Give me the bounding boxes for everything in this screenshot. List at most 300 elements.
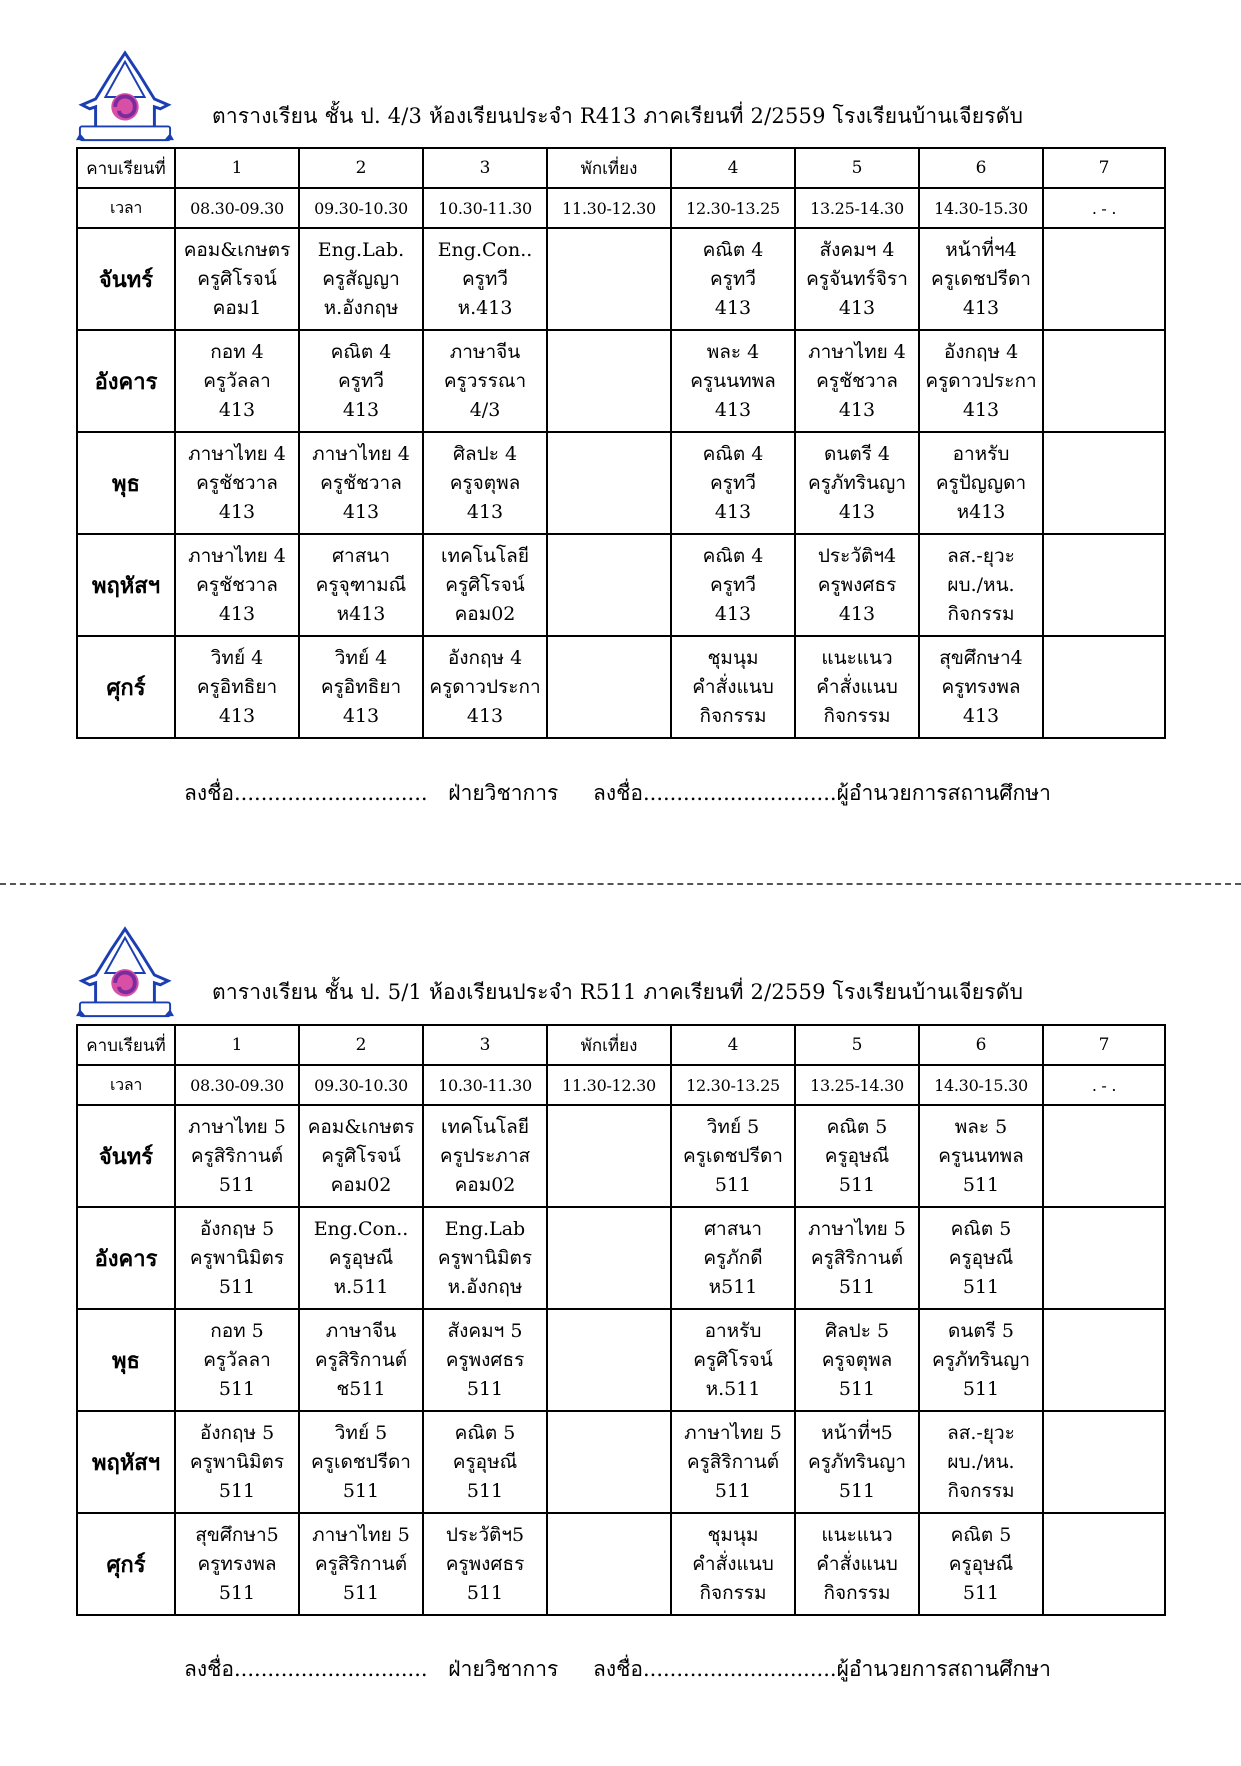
class-teacher: ครูศิโรจน์ (321, 1144, 401, 1167)
header-cell: คาบเรียนที่ (77, 148, 175, 188)
header-cell: 4 (671, 148, 795, 188)
class-teacher: คำสั่งแนบ (816, 675, 898, 698)
class-cell (1043, 432, 1165, 534)
header-cell: 2 (299, 148, 423, 188)
class-subject: ภาษาไทย 4 (188, 442, 286, 465)
class-cell (547, 1105, 671, 1207)
class-cell (423, 534, 547, 636)
class-room: กิจกรรม (823, 704, 891, 727)
class-teacher: ครูชัชวาล (320, 471, 402, 494)
class-cell (423, 1513, 547, 1615)
signature-field: ลงชื่อ............................. (592, 781, 837, 805)
class-teacher: ครูทรงพล (941, 675, 1021, 698)
class-subject: สุขศึกษา4 (939, 646, 1023, 669)
class-room: ห.อังกฤษ (323, 296, 399, 319)
class-subject: คณิต 4 (702, 544, 764, 567)
class-teacher: ครูวัลลา (203, 369, 271, 392)
class-subject: ดนตรี 5 (948, 1319, 1014, 1342)
class-teacher: คำสั่งแนบ (692, 1552, 774, 1575)
class-cell (1043, 534, 1165, 636)
class-teacher: คำสั่งแนบ (692, 675, 774, 698)
day-row (77, 1207, 1165, 1309)
class-subject: คณิต 4 (330, 340, 392, 363)
day-rows (77, 228, 1165, 738)
timetable (76, 1024, 1166, 1616)
class-room: ห.511 (333, 1275, 389, 1298)
header-cell: 5 (795, 148, 919, 188)
class-room: คอม02 (454, 1173, 516, 1196)
class-cell (299, 1411, 423, 1513)
time-row (77, 188, 1165, 228)
class-room: 413 (714, 602, 752, 625)
class-subject: ภาษาจีน (449, 340, 521, 363)
class-cell (1043, 330, 1165, 432)
class-cell (795, 1309, 919, 1411)
class-subject: ภาษาไทย 5 (808, 1217, 906, 1240)
class-teacher: ครูเดชปรีดา (311, 1450, 411, 1473)
class-room: 511 (714, 1479, 752, 1502)
class-cell (795, 1207, 919, 1309)
class-cell (423, 1105, 547, 1207)
class-subject: อาหรับ (952, 442, 1010, 465)
class-subject: ภาษาไทย 4 (312, 442, 410, 465)
header-cell: 6 (919, 148, 1043, 188)
time-cell: 11.30-12.30 (547, 1065, 671, 1105)
class-cell (299, 432, 423, 534)
class-teacher: ครูพงศธร (445, 1348, 525, 1371)
class-cell (795, 1513, 919, 1615)
day-row (77, 1105, 1165, 1207)
class-teacher: ครูพงศธร (817, 573, 897, 596)
header-cell: พักเที่ยง (547, 148, 671, 188)
class-subject: คณิต 5 (826, 1115, 888, 1138)
signature-role: ผู้อำนวยการสถานศึกษา (836, 781, 1051, 805)
header-cell: 7 (1043, 1025, 1165, 1065)
time-cell: 08.30-09.30 (175, 188, 299, 228)
signature-line (184, 777, 1051, 810)
day-name: พุธ (77, 432, 175, 534)
class-teacher: ครูเดชปรีดา (683, 1144, 783, 1167)
signature-line (184, 1653, 1051, 1686)
class-subject: อังกฤษ 4 (447, 646, 523, 669)
class-teacher: ครูทวี (709, 573, 757, 596)
class-cell (671, 636, 795, 738)
class-cell (299, 534, 423, 636)
class-room: 413 (838, 398, 876, 421)
school-logo-icon (76, 50, 174, 148)
class-subject: ศิลปะ 5 (824, 1319, 890, 1342)
class-room: ห.อังกฤษ (447, 1275, 523, 1298)
time-cell: 10.30-11.30 (423, 1065, 547, 1105)
class-subject: คณิต 5 (454, 1421, 516, 1444)
class-cell (919, 1207, 1043, 1309)
class-subject: ภาษาจีน (325, 1319, 397, 1342)
class-teacher: ครูศิโรจน์ (445, 573, 525, 596)
signature-field: ลงชื่อ............................. (184, 1657, 428, 1681)
schedule-title: ตารางเรียน ชั้น ป. 4/3 ห้องเรียนประจำ R413 ภาคเรียนที่ 2/2559 โรงเรียนบ้านเจียรดับ (212, 104, 1024, 128)
time-cell: 12.30-13.25 (671, 1065, 795, 1105)
cut-line-divider (0, 883, 1241, 885)
class-teacher: ครูอุษณี (452, 1450, 518, 1473)
class-subject: คณิต 4 (702, 238, 764, 261)
class-subject: คอม&เกษตร (307, 1115, 415, 1138)
class-subject: ภาษาไทย 5 (312, 1523, 410, 1546)
timetable (76, 147, 1166, 739)
class-subject: อังกฤษ 5 (199, 1421, 275, 1444)
school-logo-icon (76, 926, 174, 1024)
class-subject: สุขศึกษา5 (195, 1523, 279, 1546)
header-cell: 7 (1043, 148, 1165, 188)
class-room: 511 (962, 1275, 1000, 1298)
class-subject: Eng.Lab. (317, 238, 405, 261)
class-room: 413 (838, 296, 876, 319)
class-cell (547, 1309, 671, 1411)
class-cell (547, 432, 671, 534)
header-cell: 1 (175, 1025, 299, 1065)
class-cell (919, 432, 1043, 534)
class-cell (175, 330, 299, 432)
class-subject: ศาสนา (332, 544, 390, 567)
class-cell (919, 1105, 1043, 1207)
class-room: 511 (714, 1173, 752, 1196)
class-teacher: ครูอุษณี (948, 1246, 1014, 1269)
class-subject: เทคโนโลยี (441, 1115, 529, 1138)
class-teacher: ครูปัญญดา (935, 471, 1027, 494)
class-room: 413 (342, 704, 380, 727)
day-row (77, 228, 1165, 330)
class-teacher: ครูเดชปรีดา (931, 267, 1031, 290)
class-cell (547, 636, 671, 738)
class-cell (175, 1309, 299, 1411)
day-row (77, 534, 1165, 636)
class-cell (1043, 1105, 1165, 1207)
class-teacher: ครูศิโรจน์ (693, 1348, 773, 1371)
day-row (77, 330, 1165, 432)
class-subject: ภาษาไทย 4 (188, 544, 286, 567)
class-cell (547, 330, 671, 432)
class-room: 511 (466, 1479, 504, 1502)
class-cell (671, 1105, 795, 1207)
class-room: 413 (838, 500, 876, 523)
class-cell (795, 1105, 919, 1207)
class-cell (1043, 1513, 1165, 1615)
day-name: พฤหัสฯ (77, 534, 175, 636)
class-teacher: ครูจตุพล (821, 1348, 893, 1371)
class-room: กิจกรรม (947, 1479, 1015, 1502)
class-room: กิจกรรม (699, 1581, 767, 1604)
class-teacher: ครูชัชวาล (196, 471, 278, 494)
class-room: 511 (838, 1275, 876, 1298)
class-room: 413 (342, 500, 380, 523)
class-subject: แนะแนว (821, 1523, 893, 1546)
time-cell: เวลา (77, 1065, 175, 1105)
class-cell (795, 228, 919, 330)
class-teacher: ครูสัญญา (322, 267, 400, 290)
class-teacher: ครูภักดี (703, 1246, 763, 1269)
time-cell: 12.30-13.25 (671, 188, 795, 228)
class-subject: กอท 5 (210, 1319, 264, 1342)
class-cell (795, 1411, 919, 1513)
header-cell: 3 (423, 148, 547, 188)
class-room: คอม02 (454, 602, 516, 625)
class-cell (671, 1309, 795, 1411)
class-subject: วิทย์ 5 (334, 1421, 388, 1444)
day-row (77, 636, 1165, 738)
class-cell (795, 534, 919, 636)
time-cell: 13.25-14.30 (795, 188, 919, 228)
class-cell (919, 330, 1043, 432)
class-cell (919, 1309, 1043, 1411)
class-cell (1043, 636, 1165, 738)
class-room: กิจกรรม (947, 602, 1015, 625)
class-teacher: ครูสิริกานต์ (314, 1552, 408, 1575)
class-cell (547, 1411, 671, 1513)
header-cell: 3 (423, 1025, 547, 1065)
class-cell (919, 534, 1043, 636)
class-cell (1043, 1207, 1165, 1309)
class-cell (423, 636, 547, 738)
class-subject: Eng.Con.. (437, 238, 533, 261)
class-teacher: คำสั่งแนบ (816, 1552, 898, 1575)
class-room: ห511 (708, 1275, 758, 1298)
class-teacher: ครูชัชวาล (196, 573, 278, 596)
day-name: ศุกร์ (77, 1513, 175, 1615)
class-teacher: ผบ./หน. (947, 1450, 1015, 1473)
class-room: 511 (838, 1479, 876, 1502)
class-subject: ประวัติฯ4 (817, 544, 897, 567)
class-teacher: ครูทวี (709, 267, 757, 290)
class-cell (1043, 1411, 1165, 1513)
class-teacher: ครูนนทพล (690, 369, 776, 392)
class-room: ห.413 (457, 296, 513, 319)
class-room: 413 (838, 602, 876, 625)
class-room: 413 (342, 398, 380, 421)
header-cell: คาบเรียนที่ (77, 1025, 175, 1065)
class-teacher: ครูจตุพล (449, 471, 521, 494)
day-name: อังคาร (77, 1207, 175, 1309)
class-subject: คณิต 5 (950, 1523, 1012, 1546)
class-cell (919, 228, 1043, 330)
class-room: 413 (466, 704, 504, 727)
day-name: พุธ (77, 1309, 175, 1411)
class-subject: อังกฤษ 5 (199, 1217, 275, 1240)
class-teacher: ครูวัลลา (203, 1348, 271, 1371)
class-teacher: ครูอิทธิยา (196, 675, 278, 698)
class-room: 413 (218, 500, 256, 523)
class-room: 511 (218, 1275, 256, 1298)
time-cell: 11.30-12.30 (547, 188, 671, 228)
schedule-title: ตารางเรียน ชั้น ป. 5/1 ห้องเรียนประจำ R511 ภาคเรียนที่ 2/2559 โรงเรียนบ้านเจียรดับ (212, 980, 1024, 1004)
class-cell (299, 330, 423, 432)
class-subject: หน้าที่ฯ5 (821, 1421, 893, 1444)
class-cell (175, 228, 299, 330)
class-teacher: ผบ./หน. (947, 573, 1015, 596)
class-cell (175, 1411, 299, 1513)
class-room: 511 (962, 1581, 1000, 1604)
class-room: 511 (218, 1173, 256, 1196)
class-teacher: ครูภัทรินญา (931, 1348, 1030, 1371)
class-cell (175, 1513, 299, 1615)
class-teacher: ครูนนทพล (938, 1144, 1024, 1167)
class-room: 511 (342, 1479, 380, 1502)
class-room: 413 (962, 704, 1000, 727)
class-room: ห413 (956, 500, 1006, 523)
time-cell: เวลา (77, 188, 175, 228)
class-room: 511 (218, 1581, 256, 1604)
class-room: 413 (962, 296, 1000, 319)
class-cell (299, 228, 423, 330)
day-name: จันทร์ (77, 1105, 175, 1207)
header-cell: พักเที่ยง (547, 1025, 671, 1065)
header-cell: 6 (919, 1025, 1043, 1065)
class-room: 511 (962, 1173, 1000, 1196)
class-room: 413 (218, 704, 256, 727)
class-room: 511 (962, 1377, 1000, 1400)
time-cell: . - . (1043, 1065, 1165, 1105)
class-subject: แนะแนว (821, 646, 893, 669)
class-room: 511 (466, 1581, 504, 1604)
class-room: 413 (466, 500, 504, 523)
class-cell (299, 1207, 423, 1309)
class-teacher: ครูจันทร์จิรา (806, 267, 908, 290)
class-subject: ลส.-ยุวะ (947, 1421, 1015, 1444)
signature-role: ฝ่ายวิชาการ (448, 781, 559, 805)
day-name: อังคาร (77, 330, 175, 432)
class-subject: หน้าที่ฯ4 (945, 238, 1017, 261)
class-cell (547, 534, 671, 636)
class-cell (423, 330, 547, 432)
class-teacher: ครูสิริกานต์ (190, 1144, 284, 1167)
class-cell (299, 1513, 423, 1615)
signature-field: ลงชื่อ............................. (184, 781, 428, 805)
time-cell: 09.30-10.30 (299, 188, 423, 228)
class-subject: สังคมฯ 4 (819, 238, 895, 261)
day-row (77, 432, 1165, 534)
class-teacher: ครูวรรณา (443, 369, 527, 392)
class-room: 4/3 (469, 398, 501, 421)
day-row (77, 1309, 1165, 1411)
class-cell (547, 1207, 671, 1309)
class-subject: ชุมนุม (707, 646, 759, 669)
class-teacher: ครูดาวประกา (925, 369, 1037, 392)
class-cell (299, 636, 423, 738)
class-subject: วิทย์ 5 (706, 1115, 760, 1138)
signature-role: ฝ่ายวิชาการ (448, 1657, 559, 1681)
period-header-row (77, 1025, 1165, 1065)
class-subject: วิทย์ 4 (334, 646, 388, 669)
class-subject: Eng.Con.. (313, 1217, 409, 1240)
class-subject: วิทย์ 4 (210, 646, 264, 669)
class-room: 511 (838, 1173, 876, 1196)
class-subject: คอม&เกษตร (183, 238, 291, 261)
class-cell (175, 534, 299, 636)
class-subject: อังกฤษ 4 (943, 340, 1019, 363)
class-teacher: ครูภัทรินญา (807, 471, 906, 494)
class-teacher: ครูพงศธร (445, 1552, 525, 1575)
class-room: กิจกรรม (699, 704, 767, 727)
class-teacher: ครูสิริกานต์ (686, 1450, 780, 1473)
class-teacher: ครูอิทธิยา (320, 675, 402, 698)
day-name: พฤหัสฯ (77, 1411, 175, 1513)
day-name: จันทร์ (77, 228, 175, 330)
class-cell (423, 228, 547, 330)
time-cell: 14.30-15.30 (919, 1065, 1043, 1105)
class-teacher: ครูทรงพล (197, 1552, 277, 1575)
class-teacher: ครูทวี (337, 369, 385, 392)
class-room: 413 (962, 398, 1000, 421)
class-teacher: ครูพานิมิตร (189, 1246, 285, 1269)
class-room: 511 (218, 1377, 256, 1400)
class-room: กิจกรรม (823, 1581, 891, 1604)
class-room: ช511 (336, 1377, 386, 1400)
class-subject: พละ 5 (954, 1115, 1008, 1138)
class-subject: พละ 4 (706, 340, 760, 363)
day-row (77, 1513, 1165, 1615)
class-cell (299, 1105, 423, 1207)
class-subject: กอท 4 (210, 340, 264, 363)
class-subject: ศาสนา (704, 1217, 762, 1240)
class-teacher: ครูจุฑามณี (315, 573, 407, 596)
class-cell (671, 228, 795, 330)
class-teacher: ครูอุษณี (824, 1144, 890, 1167)
class-cell (671, 534, 795, 636)
class-cell (175, 1105, 299, 1207)
header-cell: 1 (175, 148, 299, 188)
class-room: 413 (218, 398, 256, 421)
time-cell: 14.30-15.30 (919, 188, 1043, 228)
class-subject: คณิต 5 (950, 1217, 1012, 1240)
class-subject: อาหรับ (704, 1319, 762, 1342)
class-cell (423, 432, 547, 534)
class-cell (795, 330, 919, 432)
class-subject: ชุมนุม (707, 1523, 759, 1546)
class-teacher: ครูทวี (461, 267, 509, 290)
class-room: ห413 (336, 602, 386, 625)
signature-role: ผู้อำนวยการสถานศึกษา (836, 1657, 1051, 1681)
class-teacher: ครูศิโรจน์ (197, 267, 277, 290)
class-subject: เทคโนโลยี (441, 544, 529, 567)
class-teacher: ครูดาวประกา (429, 675, 541, 698)
time-cell: 08.30-09.30 (175, 1065, 299, 1105)
class-room: 511 (838, 1377, 876, 1400)
class-cell (671, 1207, 795, 1309)
class-cell (1043, 1309, 1165, 1411)
day-rows (77, 1105, 1165, 1615)
class-cell (299, 1309, 423, 1411)
class-room: คอม1 (212, 296, 262, 319)
class-subject: ภาษาไทย 5 (684, 1421, 782, 1444)
class-subject: คณิต 4 (702, 442, 764, 465)
class-subject: ศิลปะ 4 (452, 442, 518, 465)
class-cell (671, 1411, 795, 1513)
class-teacher: ครูชัชวาล (816, 369, 898, 392)
class-cell (547, 1513, 671, 1615)
header-cell: 2 (299, 1025, 423, 1065)
class-teacher: ครูอุษณี (948, 1552, 1014, 1575)
class-room: 511 (218, 1479, 256, 1502)
class-teacher: ครูสิริกานต์ (810, 1246, 904, 1269)
class-subject: ภาษาไทย 4 (808, 340, 906, 363)
day-name: ศุกร์ (77, 636, 175, 738)
class-cell (423, 1411, 547, 1513)
class-cell (423, 1309, 547, 1411)
class-subject: Eng.Lab (444, 1217, 526, 1240)
class-subject: ดนตรี 4 (824, 442, 890, 465)
class-cell (175, 1207, 299, 1309)
class-teacher: ครูสิริกานต์ (314, 1348, 408, 1371)
class-cell (547, 228, 671, 330)
signature-field: ลงชื่อ............................. (592, 1657, 837, 1681)
